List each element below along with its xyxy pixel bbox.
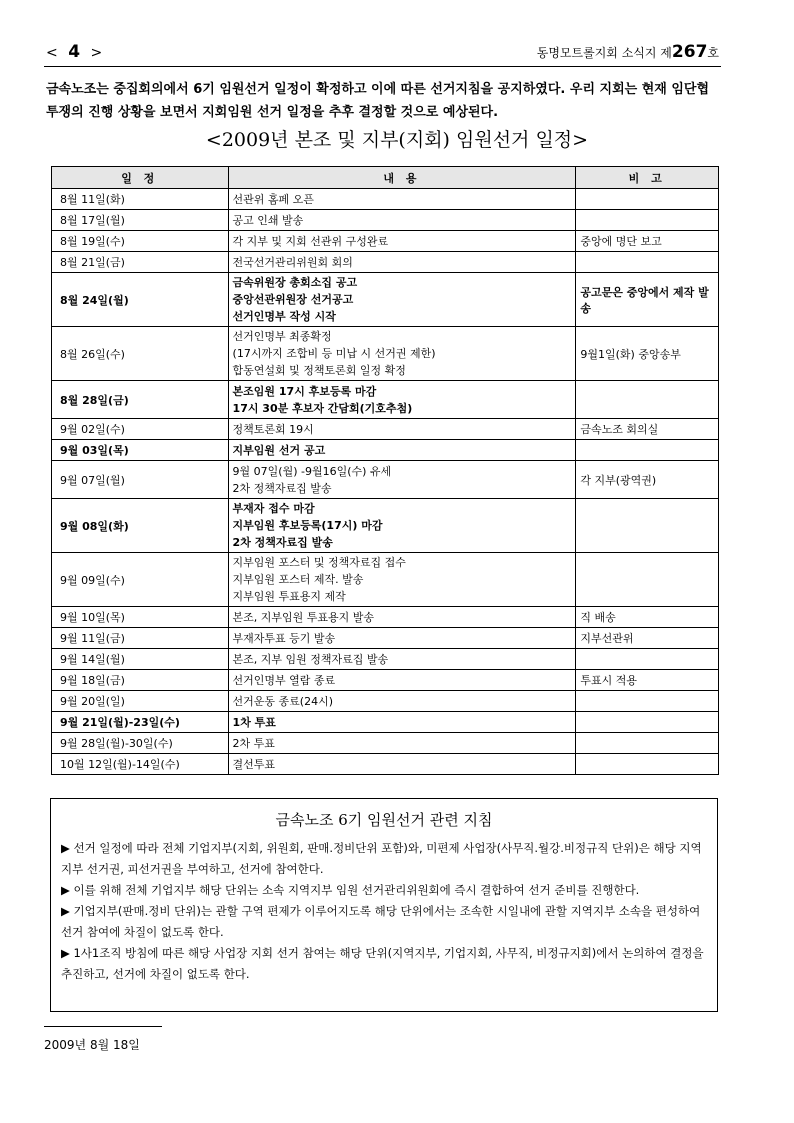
row-content: [228, 607, 576, 628]
table-row: [52, 210, 719, 231]
table-row: [52, 252, 719, 273]
row-date: 9월 28일(월)-30일(수): [52, 733, 229, 754]
row-content: [228, 499, 576, 553]
row-content: [228, 628, 576, 649]
row-note: [576, 210, 719, 231]
row-content: [228, 327, 576, 381]
table-row: [52, 607, 719, 628]
row-content: [228, 733, 576, 754]
row-content-line: 선거인명부 최종확정: [232, 330, 332, 343]
row-content: [228, 381, 576, 419]
row-content: [228, 231, 576, 252]
guideline-item: ▶ 이를 위해 전체 기업지부 해당 단위는 소속 지역지부 임원 선거관리위원회에 즉시 결합하여 선거 준비를 진행한다.: [61, 883, 640, 897]
schedule-title: <2009년 본조 및 지부(지회) 임원선거 일정>: [205, 129, 589, 151]
row-content-line: 본조, 지부 임원 정책자료집 발송: [232, 652, 389, 666]
table-row: [52, 553, 719, 607]
guideline-item: ▶ 기업지부(판매.정비 단위)는 관할 구역 편제가 이루어지도록 해당 단위에서는 조속한 시일내에 관할 지역지부 소속을 편성하여 선거 참여에 차질이 없도록 한다.: [61, 904, 701, 939]
issue-number: 267: [671, 42, 708, 62]
row-content: [228, 754, 576, 775]
page-number-value: 4: [68, 42, 82, 62]
table-row: [52, 712, 719, 733]
footer-divider: [44, 1026, 162, 1027]
table-row: [52, 461, 719, 499]
table-row: [52, 649, 719, 670]
row-note: [576, 440, 719, 461]
issue-suffix: 호: [707, 46, 719, 60]
row-note: [576, 733, 719, 754]
row-content-line: 부재자투표 등기 발송: [232, 631, 336, 645]
guideline-item: ▶ 선거 일정에 따라 전체 기업지부(지회, 위원회, 판매.정비단위 포함)와, 미편제 사업장(사무직.월강.비정규직 단위)은 해당 지역지부 선거권, 피선거권을 부여하고, 선거에 참여한다.: [61, 841, 702, 876]
row-content-line: 지부임원 선거 공고: [232, 443, 326, 457]
page-header: [44, 36, 721, 67]
table-row: [52, 381, 719, 419]
row-content-line: 지부임원 투표용지 제작: [232, 590, 346, 603]
row-note: [576, 189, 719, 210]
row-content: [228, 670, 576, 691]
table-row: [52, 231, 719, 252]
row-date: 9월 10일(목): [52, 607, 229, 628]
row-content-line: 공고 인쇄 발송: [232, 213, 304, 227]
row-date: 8월 21일(금): [52, 252, 229, 273]
row-date: 8월 28일(금): [52, 381, 229, 419]
row-note: [576, 252, 719, 273]
row-content: [228, 553, 576, 607]
row-content-line: 본조, 지부임원 투표용지 발송: [232, 610, 375, 624]
guideline-box: [50, 798, 718, 1012]
row-date: 9월 03일(목): [52, 440, 229, 461]
page-bracket-right: >: [90, 45, 104, 61]
row-note: 9월1일(화) 중앙송부: [576, 327, 719, 381]
row-note: [576, 649, 719, 670]
table-header-row: [52, 167, 719, 189]
row-note: [576, 712, 719, 733]
table-row: [52, 419, 719, 440]
row-note: 각 지부(광역권): [576, 461, 719, 499]
row-content-line: 선거운동 종료(24시): [232, 694, 334, 708]
row-content-line: 결선투표: [232, 757, 276, 771]
table-row: [52, 628, 719, 649]
page-number: [46, 42, 103, 62]
intro-paragraph: 금속노조는 중집회의에서 6기 임원선거 일정이 확정하고 이에 따른 선거지침을 공지하였다. 우리 지회는 현재 임단협 투쟁의 진행 상황을 보면서 지회임원 선거 일정을 추후 결정할 것으로 예상된다.: [46, 82, 710, 120]
row-content-line: 2차 정책자료집 발송: [232, 536, 333, 549]
row-date: 9월 18일(금): [52, 670, 229, 691]
row-date: 9월 21일(월)-23일(수): [52, 712, 229, 733]
row-content-line: 부재자 접수 마감: [232, 502, 315, 515]
row-note: 직 배송: [576, 607, 719, 628]
row-date: 9월 20일(일): [52, 691, 229, 712]
row-content-line: (17시까지 조합비 등 미납 시 선거권 제한): [232, 347, 436, 360]
row-content: [228, 461, 576, 499]
guideline-item: ▶ 1사1조직 방침에 따른 해당 사업장 지회 선거 참여는 해당 단위(지역지부, 기업지회, 사무직, 비정규지회)에서 논의하여 결정을 추진하고, 선거에 차질이 없도록 한다.: [61, 946, 704, 981]
row-date: 9월 07일(월): [52, 461, 229, 499]
row-note: [576, 553, 719, 607]
table-row: [52, 754, 719, 775]
table-row: [52, 440, 719, 461]
row-content: [228, 210, 576, 231]
row-content-line: 중앙선관위원장 선거공고: [232, 293, 354, 306]
row-date: 9월 14일(월): [52, 649, 229, 670]
row-content: [228, 712, 576, 733]
row-note: 공고문은 중앙에서 제작 발송: [576, 273, 719, 327]
row-note: [576, 754, 719, 775]
row-content: [228, 273, 576, 327]
row-content-line: 지부임원 포스터 제작. 발송: [232, 573, 364, 586]
issue-label: [537, 42, 719, 62]
row-content: [228, 649, 576, 670]
table-row: [52, 189, 719, 210]
row-date: 9월 08일(화): [52, 499, 229, 553]
table-row: [52, 733, 719, 754]
guideline-title: 금속노조 6기 임원선거 관련 지침: [275, 811, 493, 829]
row-content: [228, 252, 576, 273]
row-content: [228, 691, 576, 712]
row-date: 9월 09일(수): [52, 553, 229, 607]
row-content-line: 선거인명부 열람 종료: [232, 673, 336, 687]
table-body: [52, 189, 719, 775]
row-content: [228, 440, 576, 461]
row-content-line: 지부임원 포스터 및 정책자료집 접수: [232, 556, 406, 569]
row-content-line: 금속위원장 총회소집 공고: [232, 276, 358, 289]
row-content-line: 본조임원 17시 후보등록 마감: [232, 384, 377, 398]
issue-text: 동명모트롤지회 소식지 제: [536, 46, 672, 60]
row-date: 9월 11일(금): [52, 628, 229, 649]
schedule-table: [51, 166, 719, 775]
header-date: 일 정: [52, 167, 229, 189]
row-date: 9월 02일(수): [52, 419, 229, 440]
page-bracket-left: <: [46, 45, 59, 61]
row-content-line: 지부임원 후보등록(17시) 마감: [232, 519, 383, 532]
row-note: 중앙에 명단 보고: [576, 231, 719, 252]
publish-date: 2009년 8월 18일: [44, 1038, 140, 1052]
row-date: 8월 19일(수): [52, 231, 229, 252]
row-content-line: 정책토론회 19시: [232, 422, 314, 436]
row-content: [228, 419, 576, 440]
header-note: 비 고: [576, 167, 719, 189]
table-row: [52, 691, 719, 712]
table-row: [52, 670, 719, 691]
row-content-line: 각 지부 및 지회 선관위 구성완료: [232, 234, 389, 248]
row-content-line: 17시 30분 후보자 간담회(기호추첨): [232, 401, 413, 415]
row-content-line: 2차 투표: [232, 736, 275, 750]
header-content: 내 용: [228, 167, 576, 189]
row-date: 8월 11일(화): [52, 189, 229, 210]
row-note: 금속노조 회의실: [576, 419, 719, 440]
row-content-line: 2차 정책자료집 발송: [232, 481, 332, 495]
row-note: [576, 691, 719, 712]
row-date: 8월 26일(수): [52, 327, 229, 381]
table-row: [52, 499, 719, 553]
row-date: 8월 17일(월): [52, 210, 229, 231]
row-date: 8월 24일(월): [52, 273, 229, 327]
row-content-line: 전국선거관리위원회 회의: [232, 255, 353, 269]
row-note: 지부선관위: [576, 628, 719, 649]
row-note: [576, 499, 719, 553]
row-content: [228, 189, 576, 210]
row-note: 투표시 적용: [576, 670, 719, 691]
table-row: [52, 327, 719, 381]
row-content-line: 1차 투표: [232, 715, 276, 729]
table-row: [52, 273, 719, 327]
row-note: [576, 381, 719, 419]
row-content-line: 선관위 홈페 오픈: [232, 192, 314, 206]
row-content-line: 합동연설회 및 정책토론회 일정 확정: [232, 364, 406, 377]
row-content-line: 선거인명부 작성 시작: [232, 310, 336, 323]
row-date: 10월 12일(월)-14일(수): [52, 754, 229, 775]
row-content-line: 9월 07일(월) -9월16일(수) 유세: [232, 464, 392, 478]
